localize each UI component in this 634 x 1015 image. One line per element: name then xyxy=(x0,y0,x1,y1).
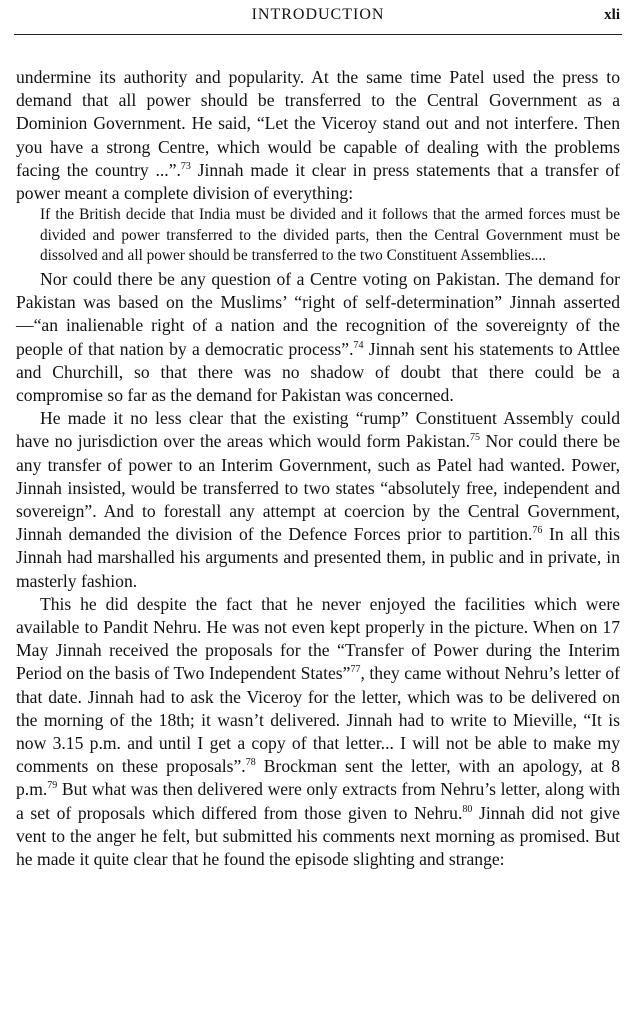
page-number: xli xyxy=(604,7,620,23)
text-run: Nor could there be any question of a Centre voting on Pakistan. The demand for Pakistan was based on the Muslims’ “right of self-determination” Jinnah asserted—“an inalienable right of a nation and the recognition of the sovereignty of the people of that nation by a democratic process”. xyxy=(16,269,620,359)
paragraph-rump-assembly xyxy=(16,407,620,593)
text-run: Jinnah did not give vent to the anger he felt, but submitted his comments next morning as promised. But he made it quite clear that he found the episode slighting and strange: xyxy=(16,802,620,870)
text-run: This he did despite the fact that he never enjoyed the facilities which were available to Pandit Nehru. He was not even kept properly in the picture. When on 17 May Jinnah received the proposals for the “Transfer of Power during the Interim Period on the basis of Two Independent States” xyxy=(16,593,620,684)
text-run: In all this Jinnah had marshalled his arguments and presented them, in public and in private, in masterly fashion. xyxy=(16,524,620,591)
text-run: Nor could there be any transfer of power to an Interim Government, such as Patel had wanted. Power, Jinnah insisted, would be transferred to two states “absolutely free, independent and sovereign”. And to forestall any attempt at coercion by the Central Government, Jinnah demanded the division of the Defence Forces prior to partition. xyxy=(16,431,620,545)
block-quote-jinnah xyxy=(40,205,620,267)
text-run: undermine its authority and popularity. At the same time Patel used the press to demand that all power should be transferred to the Central Government as a Dominion Government. He said, “Let the Viceroy stand out and not interfere. Then you have a strong Centre, which would be capable of dealing with the problems facing the country ...”. xyxy=(16,67,620,180)
running-title: INTRODUCTION xyxy=(251,6,385,23)
footnote-ref-79: 79 xyxy=(47,780,58,792)
text-run: Jinnah sent his statements to Attlee and Churchill, so that there was no shadow of doubt that there could be a compromise so far as the demand for Pakistan was concerned. xyxy=(16,338,620,406)
text-run: Brockman sent the letter, with an apology, at 8 p.m. xyxy=(16,756,621,800)
text-run: If the British decide that India must be divided and it follows that the armed forces must be divided and power transferred to the divided parts, then the Central Government must be dissolved and all power should be transferred to the two Constituent Assemblies.... xyxy=(40,206,620,265)
running-header xyxy=(14,4,622,35)
paragraph-facilities xyxy=(16,593,620,871)
footnote-ref-77: 77 xyxy=(350,664,361,676)
text-run: He made it no less clear that the existing “rump” Constituent Assembly could have no jurisdiction over the areas which would form Pakistan. xyxy=(16,408,620,452)
paragraph-opening xyxy=(16,66,620,205)
footnote-ref-75: 75 xyxy=(470,432,481,444)
text-run: Jinnah made it clear in press statements that a transfer of power meant a complete division of everything: xyxy=(16,159,620,204)
footnote-ref-80: 80 xyxy=(462,803,473,815)
footnote-ref-74: 74 xyxy=(353,339,364,351)
text-run: , they came without Nehru’s letter of that date. Jinnah had to ask the Viceroy for the letter, which was to be delivered on the morning of the 18th; it wasn’t delivered. Jinnah had to write to Mieville, “It is now 3.15 p.m. and until I get a copy of that letter... I will not be able to make my comments on these proposals”. xyxy=(16,663,620,777)
footnote-ref-73: 73 xyxy=(180,160,191,172)
footnote-ref-78: 78 xyxy=(245,757,256,769)
text-run: But what was then delivered were only extracts from Nehru’s letter, along with a set of proposals which differed from those given to Nehru. xyxy=(16,779,620,823)
footnote-ref-76: 76 xyxy=(532,525,543,537)
paragraph-centre-voting xyxy=(16,268,620,407)
body-text xyxy=(16,66,620,871)
